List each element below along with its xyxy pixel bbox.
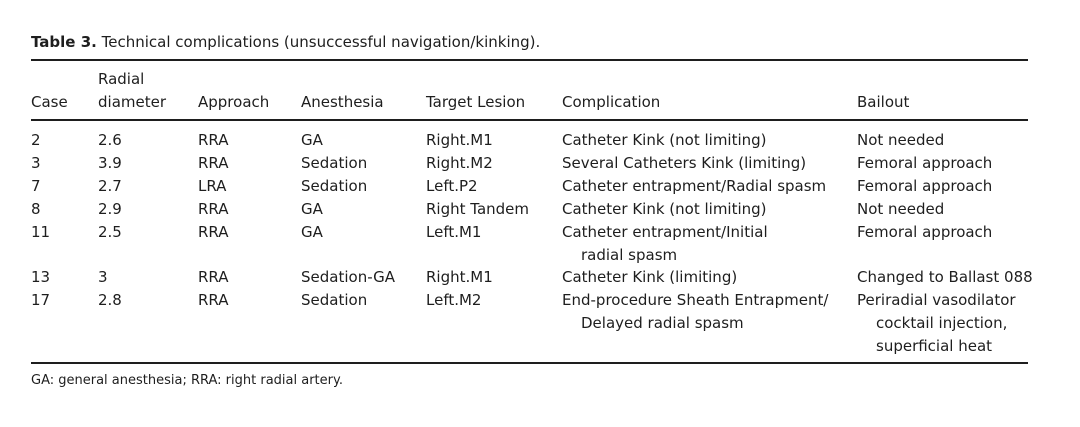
cell-case: 7 xyxy=(31,177,41,195)
cell-diameter: 2.8 xyxy=(98,291,122,309)
complication-line: Catheter entrapment/Initial xyxy=(562,223,768,241)
cell-bailout: Not needed xyxy=(857,200,945,218)
header-bailout: Bailout xyxy=(857,93,910,111)
bailout-continuation: cocktail injection, xyxy=(876,314,1008,332)
cell-complication: Several Catheters Kink (limiting) xyxy=(562,154,807,172)
cell-case: 17 xyxy=(31,291,51,309)
header-approach: Approach xyxy=(198,93,270,111)
cell-complication xyxy=(562,289,828,335)
cell-target-lesion: Left.M1 xyxy=(426,223,482,241)
cell-complication: Catheter Kink (limiting) xyxy=(562,268,738,286)
complication-line: End-procedure Sheath Entrapment/ xyxy=(562,291,829,309)
cell-anesthesia: Sedation xyxy=(301,291,368,309)
cell-bailout: Not needed xyxy=(857,131,945,149)
cell-case: 11 xyxy=(31,223,51,241)
cell-complication: Catheter entrapment/Radial spasm xyxy=(562,177,827,195)
cell-diameter: 3.9 xyxy=(98,154,122,172)
cell-bailout: Femoral approach xyxy=(857,223,993,241)
cell-complication xyxy=(562,221,768,267)
complication-continuation: radial spasm xyxy=(581,246,678,264)
header-rule xyxy=(31,119,1028,121)
cell-diameter: 2.9 xyxy=(98,200,122,218)
cell-complication: Catheter Kink (not limiting) xyxy=(562,200,767,218)
cell-diameter: 2.6 xyxy=(98,131,122,149)
top-rule xyxy=(31,59,1028,61)
cell-diameter: 3 xyxy=(98,268,108,286)
header-radial-line1: Radial xyxy=(98,70,145,88)
cell-target-lesion: Right.M2 xyxy=(426,154,493,172)
cell-complication: Catheter Kink (not limiting) xyxy=(562,131,767,149)
cell-anesthesia: GA xyxy=(301,200,323,218)
cell-bailout: Changed to Ballast 088 xyxy=(857,268,1033,286)
table-footnote: GA: general anesthesia; RRA: right radial artery. xyxy=(31,373,343,388)
cell-case: 3 xyxy=(31,154,41,172)
header-case: Case xyxy=(31,93,68,111)
caption-label: Table 3. xyxy=(31,33,97,51)
cell-target-lesion: Left.P2 xyxy=(426,177,478,195)
header-anesthesia: Anesthesia xyxy=(301,93,384,111)
bottom-rule xyxy=(31,362,1028,364)
cell-diameter: 2.5 xyxy=(98,223,122,241)
bailout-continuation-2: superficial heat xyxy=(876,337,993,355)
cell-approach: RRA xyxy=(198,268,229,286)
bailout-line: Periradial vasodilator xyxy=(857,291,1016,309)
cell-approach: LRA xyxy=(198,177,227,195)
cell-approach: RRA xyxy=(198,223,229,241)
cell-anesthesia: GA xyxy=(301,223,323,241)
complication-continuation: Delayed radial spasm xyxy=(581,314,744,332)
cell-case: 8 xyxy=(31,200,41,218)
cell-approach: RRA xyxy=(198,131,229,149)
header-target-lesion: Target Lesion xyxy=(426,93,526,111)
caption-text: Technical complications (unsuccessful navigation/kinking). xyxy=(101,33,541,51)
table-caption xyxy=(31,32,540,52)
cell-anesthesia: Sedation xyxy=(301,177,368,195)
cell-target-lesion: Right Tandem xyxy=(426,200,530,218)
header-radial-line2: diameter xyxy=(98,93,166,111)
cell-target-lesion: Right.M1 xyxy=(426,131,493,149)
cell-target-lesion: Left.M2 xyxy=(426,291,482,309)
cell-anesthesia: Sedation xyxy=(301,154,368,172)
cell-case: 13 xyxy=(31,268,51,286)
header-complication: Complication xyxy=(562,93,661,111)
cell-approach: RRA xyxy=(198,291,229,309)
cell-approach: RRA xyxy=(198,154,229,172)
cell-bailout: Femoral approach xyxy=(857,177,993,195)
cell-case: 2 xyxy=(31,131,41,149)
cell-diameter: 2.7 xyxy=(98,177,122,195)
cell-bailout: Femoral approach xyxy=(857,154,993,172)
cell-approach: RRA xyxy=(198,200,229,218)
cell-anesthesia: Sedation-GA xyxy=(301,268,396,286)
cell-target-lesion: Right.M1 xyxy=(426,268,493,286)
cell-anesthesia: GA xyxy=(301,131,323,149)
cell-bailout xyxy=(857,289,1016,358)
